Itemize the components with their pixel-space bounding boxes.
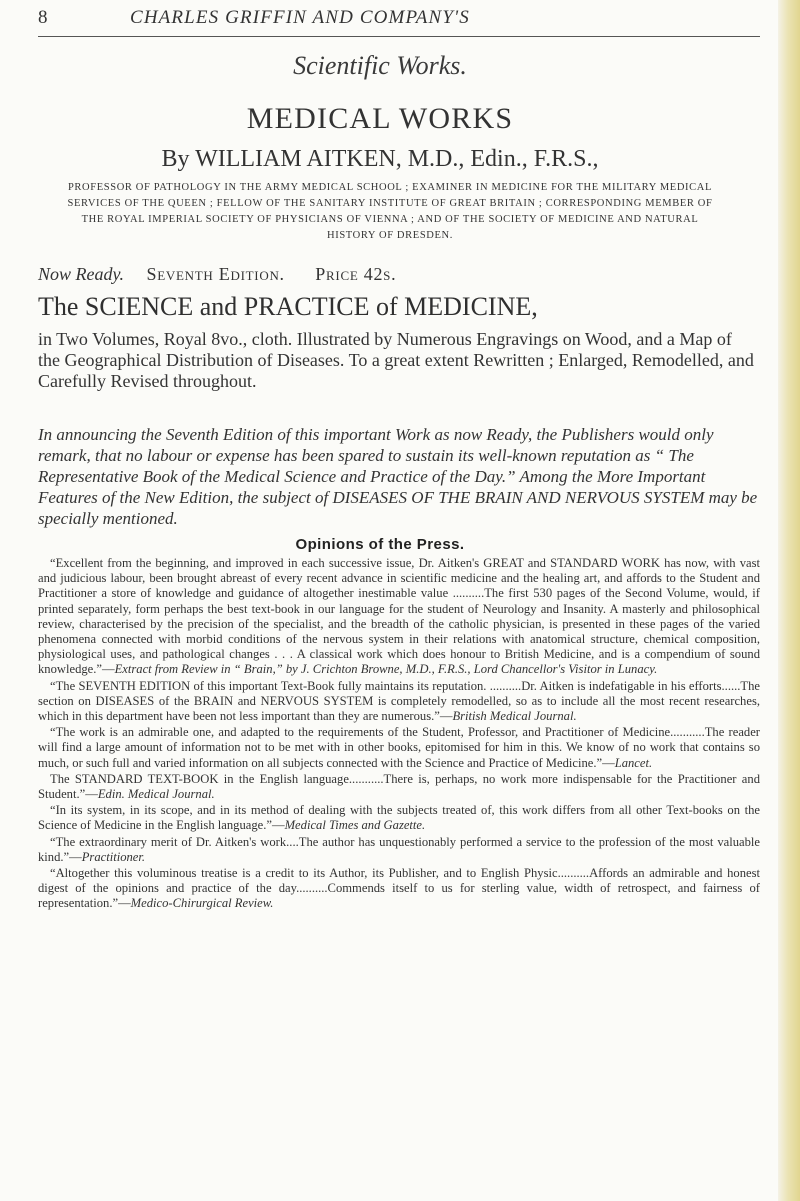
page-edge-shading [778,0,800,1201]
edition-label: Seventh Edition. [146,264,285,284]
publisher-announcement: In announcing the Seventh Edition of this important Work as now Ready, the Publishers would only remark, that no labour or expense has been spared to sustain its well-known reputation as “ The Representative Book of the Medical Science and Practice of the Day.” Among the More Important Features of the New Edition, the subject of DISEASES OF THE BRAIN AND NERVOUS SYSTEM may be specially mentioned. [38,425,758,528]
opinions-heading: Opinions of the Press. [295,536,465,553]
author-credentials: PROFESSOR OF PATHOLOGY IN THE ARMY MEDICAL SCHOOL ; EXAMINER IN MEDICINE FOR THE MILITARY MEDICAL SERVICES OF THE QUEEN ; FELLOW OF THE SANITARY INSTITUTE OF GREAT BRITAIN ; CORRESPONDING MEMBER OF THE ROYAL IMPERIAL SOCIETY OF PHYSICIANS OF VIENNA ; AND OF THE SOCIETY OF MEDICINE AND NATURAL HISTORY OF DRESDEN. [67,182,713,241]
review-item [38,803,760,833]
page-number: 8 [38,7,48,28]
header-rule [38,36,760,37]
review-text: “The extraordinary merit of Dr. Aitken's work....The author has unquestionably performed a service to the profession of the most valuable kind.”— [38,834,760,864]
price-label: Price 42s. [315,264,397,284]
review-source: Practitioner. [81,849,146,864]
series-title: MEDICAL WORKS [246,102,514,135]
review-source: Extract from Review in “ Brain,” by J. Crichton Browne, M.D., F.R.S., Lord Chancellor's Visitor in Lunacy. [114,662,658,677]
review-item [38,556,760,678]
review-text: “Altogether this voluminous treatise is a credit to its Author, its Publisher, and to English Physic..........Affords an admirable and honest digest of the opinions and practice of the day..........Commends itself to us for sterling value, width of retrospect, and fairness of representation.”— [38,866,760,911]
review-text: The STANDARD TEXT-BOOK in the English language...........There is, perhaps, no work more indispensable for the Practitioner and Student.”— [38,771,760,802]
review-text: “Excellent from the beginning, and improved in each successive issue, Dr. Aitken's GREAT and STANDARD WORK has now, with vast and judicious labour, been brought abreast of every recent advance in scientific medicine and the healing art, and affords to the Student and Practitioner a store of knowledge and guidance of altogether inestimable value ..........The first 530 pages of the Second Volume, would, if printed separately, form perhaps the best text-book in our language for the student of Neurology and Insanity. A masterly and philosophical review, characterised by the precision of the specialist, and the breadth of the catholic physician, is presented in these pages of the varied phenomena connected with morbid conditions of the nervous system in their relations with anatomical structure, chemical composition, physiological uses, and pathological changes . . . A classical work which does honour to British Medicine, and is a compendium of sound knowledge.”— [38,556,760,677]
review-source: British Medical Journal. [452,709,577,724]
review-source: Medical Times and Gazette. [284,818,426,833]
author-line: By WILLIAM AITKEN, M.D., Edin., F.R.S., [161,146,599,172]
press-reviews [38,556,760,913]
review-item [38,835,760,865]
review-text: “In its system, in its scope, and in its method of dealing with the subjects treated of, this work differs from all other Text-books on the Science of Medicine in the English language.”— [38,803,760,833]
review-item [38,866,760,912]
review-source: Medico-Chirurgical Review. [130,896,274,911]
running-title: CHARLES GRIFFIN AND COMPANY'S [130,7,470,28]
book-description: in Two Volumes, Royal 8vo., cloth. Illustrated by Numerous Engravings on Wood, and a Map of the Geographical Distribution of Diseases. To a great extent Rewritten ; Enlarged, Remodelled, and Carefully Revised throughout. [38,329,754,391]
review-text: “The work is an admirable one, and adapted to the requirements of the Student, Professor, and Practitioner of Medicine...........The reader will find a large amount of information not to be met with in other books, epitomised for him in this. We know of no work that contains so much, or such full and varied information on all subjects connected with the Science and Practice of Medicine.”— [38,725,760,770]
review-item [38,725,760,771]
book-title: The SCIENCE and PRACTICE of MEDICINE, [38,292,538,321]
running-head [38,7,760,29]
review-text: “The SEVENTH EDITION of this important Text-Book fully maintains its reputation. ..........Dr. Aitken is indefatigable in his efforts......The section on DISEASES of the BRAIN and NERVOUS SYSTEM is completely remodelled, so as to include all the most recent researches, which in this department have been not less important than they are numerous.”— [38,678,760,724]
section-heading: Scientific Works. [293,51,467,80]
availability-line [38,264,758,285]
review-source: Lancet. [614,755,653,770]
review-item [38,772,760,802]
review-source: Edin. Medical Journal. [97,787,215,802]
review-item [38,679,760,725]
now-ready-label: Now Ready. [38,264,124,284]
